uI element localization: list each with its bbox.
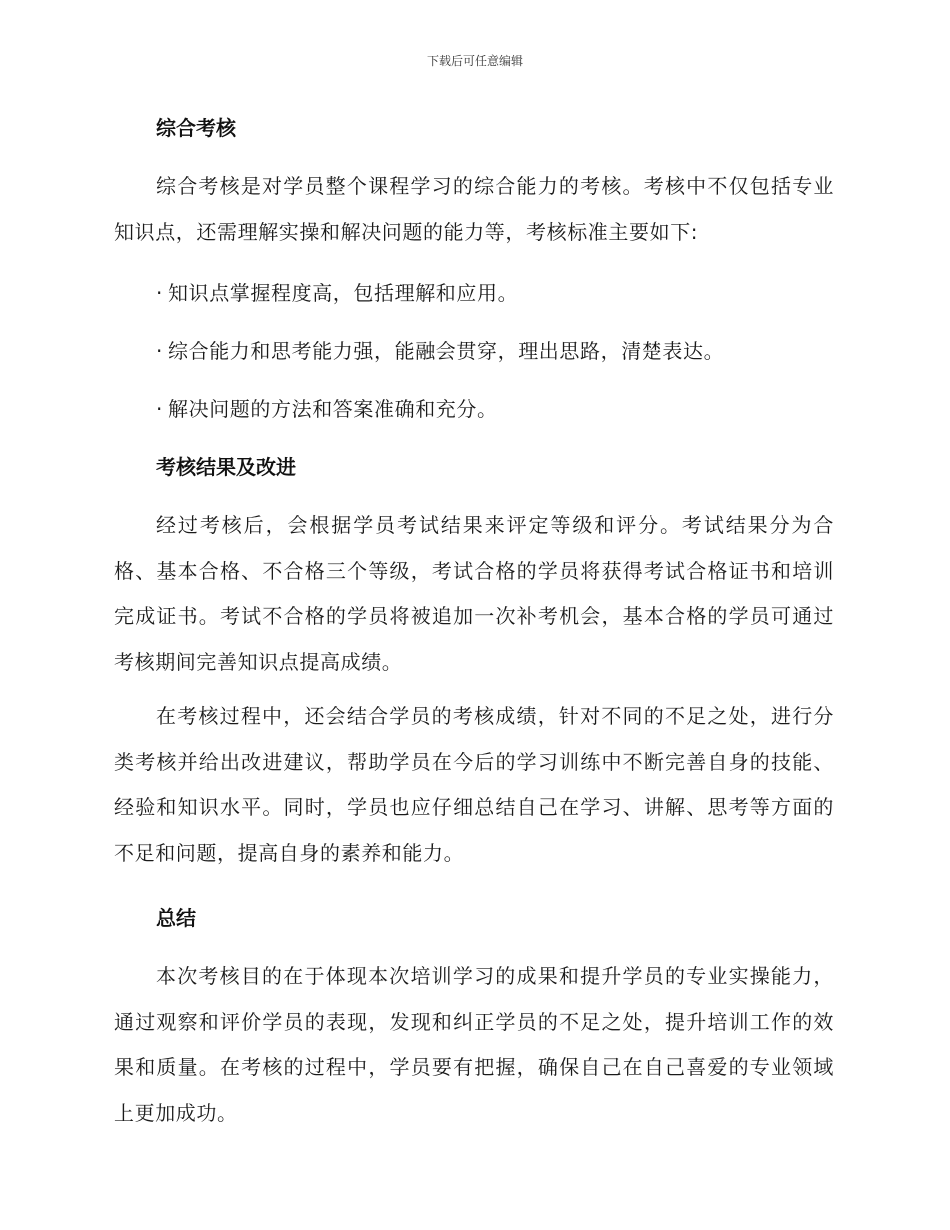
- document-body: [114, 110, 834, 1136]
- page-header-note: 下载后可任意编辑: [426, 54, 523, 68]
- bullet-text: 解决问题的方法和答案准确和充分。: [168, 397, 498, 421]
- section-paragraph: 在考核过程中，还会结合学员的考核成绩，针对不同的不足之处，进行分类考核并给出改进建议，帮助学员在今后的学习训练中不断完善自身的技能、经验和知识水平。同时，学员也应仔细总结自己在学习、讲解、思考等方面的不足和问题，提高自身的素养和能力。: [114, 704, 834, 865]
- bullet-dot: ·: [156, 339, 163, 363]
- bullet-item: [114, 333, 834, 369]
- bullet-dot: ·: [156, 281, 163, 305]
- section-heading-summary: 总结: [156, 906, 196, 930]
- bullet-text: 综合能力和思考能力强，能融会贯穿，理出思路，清楚表达。: [168, 339, 725, 363]
- section-heading-results-improvement: 考核结果及改进: [156, 455, 296, 479]
- bullet-item: [114, 275, 834, 311]
- bullet-text: 知识点掌握程度高，包括理解和应用。: [168, 281, 519, 305]
- bullet-dot: ·: [156, 397, 163, 421]
- section-paragraph: 本次考核目的在于体现本次培训学习的成果和提升学员的专业实操能力，通过观察和评价学员的表现，发现和纠正学员的不足之处，提升培训工作的效果和质量。在考核的过程中，学员要有把握，确保自己在自己喜爱的专业领域上更加成功。: [114, 964, 834, 1125]
- section-heading-comprehensive-assessment: 综合考核: [156, 116, 236, 140]
- bullet-item: [114, 391, 834, 427]
- section-paragraph: 经过考核后，会根据学员考试结果来评定等级和评分。考试结果分为合格、基本合格、不合格三个等级，考试合格的学员将获得考试合格证书和培训完成证书。考试不合格的学员将被追加一次补考机会，基本合格的学员可通过考核期间完善知识点提高成绩。: [114, 513, 834, 674]
- section-paragraph: 综合考核是对学员整个课程学习的综合能力的考核。考核中不仅包括专业知识点，还需理解实操和解决问题的能力等，考核标准主要如下:: [114, 174, 834, 244]
